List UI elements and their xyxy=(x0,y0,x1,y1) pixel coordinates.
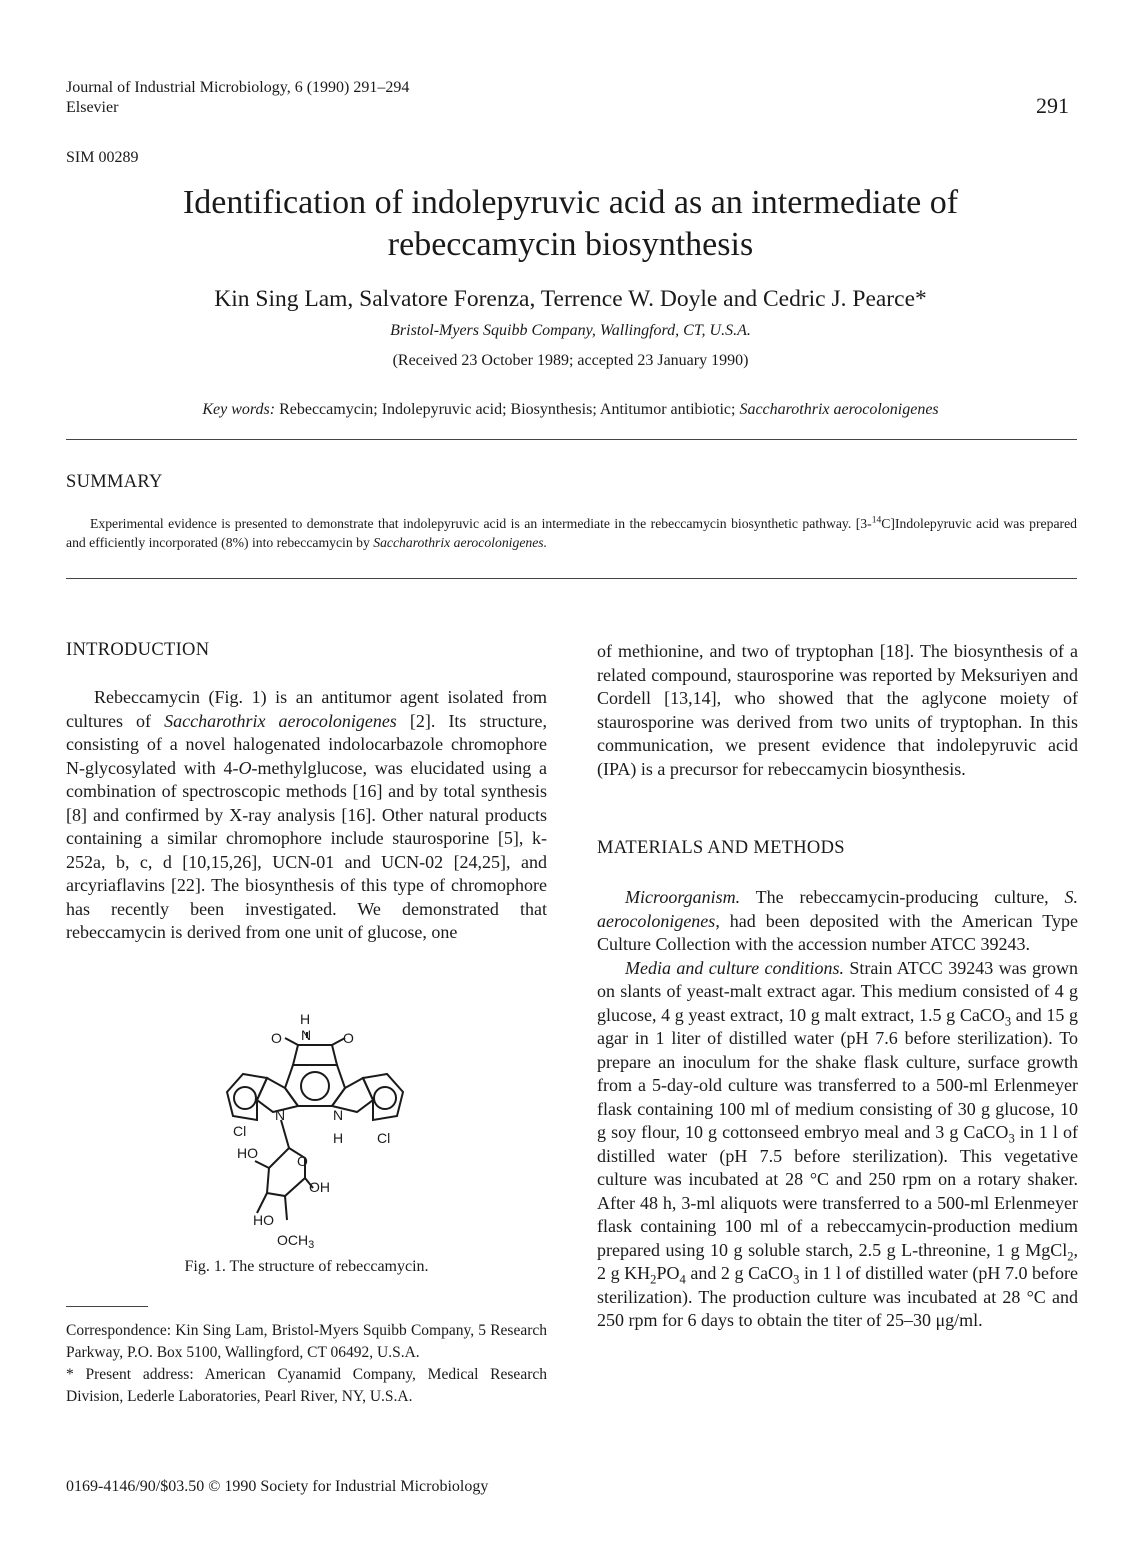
left-benzene-ring xyxy=(227,1074,267,1120)
label-h-top: H xyxy=(300,1011,311,1027)
authors: Kin Sing Lam, Salvatore Forenza, Terrence W. Doyle and Cedric J. Pearce* xyxy=(214,286,927,312)
label-o-ring: O xyxy=(297,1153,308,1169)
present-address-note: * Present address: American Cyanamid Company, Medical Research Division, Lederle Laboratories, Pearl River, NY, U.S.A. xyxy=(66,1366,547,1405)
microorganism-paragraph: Microorganism. The rebeccamycin-producing culture, S. aerocolonigenes, had been deposited with the American Type Culture Collection with the accession number ATCC 39243. xyxy=(597,887,1078,954)
label-h-nh: H xyxy=(333,1130,344,1146)
intro-o-italic: O xyxy=(238,757,252,778)
intro-text-b: [2]. Its structure, consisting of a novel halogenated indolocarbazole chromophore N-glycosylated with 4- xyxy=(66,710,547,778)
rebeccamycin-structure xyxy=(215,1008,415,1253)
received-dates: (Received 23 October 1989; accepted 23 January 1990) xyxy=(392,352,749,369)
footnote-rule xyxy=(66,1306,148,1307)
intro-text-a: Rebeccamycin (Fig. 1) is an antitumor agent isolated from cultures of xyxy=(66,687,547,731)
intro-continued xyxy=(597,640,1078,781)
methods-text xyxy=(597,886,1078,1333)
microorganism-label: Microorganism. xyxy=(625,887,741,907)
media-paragraph: Media and culture conditions. Strain ATCC 39243 was grown on slants of yeast-malt extract agar. This medium consisted of 4 g glucose, 4 g yeast extract, 10 g malt extract, 1.5 g CaCO$_3$ and 15 g agar in 1 liter of distilled water (pH 7.6 before sterilization). To prepare an inoculum for the shake flask culture, surface growth from a 5-day-old culture was transferred to a 500-ml Erlenmeyer flask containing 100 ml of medium consisting of 30 g glucose, 10 g soy flour, 10 g cottonseed embryo meal and 3 g CaCO$_3$ in 1 l of distilled water (pH 7.5 before sterilization). This vegetative culture was incubated at 28 °C and 250 rpm on a rotary shaker. After 48 h, 3-ml aliquots were transferred to a 500-ml Erlenmeyer flask containing 100 ml of a rebeccamycin-production medium prepared using 10 g soluble starch, 2.5 g L-threonine, 1 g MgCl$_2$, 2 g $KH_2PO_4$ and 2 g CaCO$_3$ in 1 l of distilled water (pH 7.0 before sterilization). The production culture was incubated at 28 °C and 250 rpm for 6 days to obtain the titer of 25–30 μg/ml. xyxy=(597,957,1079,1330)
keywords xyxy=(60,401,1081,419)
intro-paragraph xyxy=(66,686,547,945)
sim-id: SIM 00289 xyxy=(66,149,139,166)
intro-heading: INTRODUCTION xyxy=(66,640,210,660)
divider-bottom xyxy=(66,578,1077,579)
label-ho-bottom: HO xyxy=(253,1212,274,1228)
isotope-superscript: 14 xyxy=(871,514,882,526)
publisher: Elsevier xyxy=(66,99,119,116)
label-n-top: N xyxy=(301,1027,312,1043)
keywords-label: Key words: xyxy=(202,401,276,418)
label-och3: $OCH_3$ xyxy=(277,1232,315,1251)
keywords-terms: Rebeccamycin; Indolepyruvic acid; Biosynthesis; Antitumor antibiotic; xyxy=(279,401,736,418)
label-n-right: N xyxy=(333,1107,344,1123)
page-number: 291 xyxy=(1036,93,1069,118)
methods-heading: MATERIALS AND METHODS xyxy=(597,838,845,858)
title-line-1: Identification of indolepyruvic acid as an intermediate of xyxy=(182,184,959,221)
right-benzene-ring xyxy=(363,1074,403,1120)
affiliation: Bristol-Myers Squibb Company, Wallingford, CT, U.S.A. xyxy=(390,322,751,339)
label-cl-left: Cl xyxy=(233,1123,247,1139)
intro-organism: Saccharothrix aerocolonigenes xyxy=(164,710,397,731)
title-line-2: rebeccamycin biosynthesis xyxy=(387,226,754,263)
media-label: Media and culture conditions. xyxy=(625,957,844,978)
copyright-footer: 0169-4146/90/$03.50 © 1990 Society for Industrial Microbiology xyxy=(66,1478,489,1495)
intro-continued-text: of methionine, and two of tryptophan [18]. The biosynthesis of a related compound, staurosporine was reported by Meksuriyen and Cordell [13,14], who showed that the aglycone moiety of staurosporine was derived from two units of tryptophan. In this communication, we present evidence that indolepyruvic acid (IPA) is a precursor for rebeccamycin biosynthesis. xyxy=(597,641,1078,779)
label-o-left: O xyxy=(271,1030,282,1046)
label-o-right: O xyxy=(343,1030,354,1046)
summary-part-b: C]Indolepyruvic acid was prepared and efficiently incorporated (8%) into rebeccamycin by xyxy=(66,516,1077,550)
correspondence-note: Correspondence: Kin Sing Lam, Bristol-Myers Squibb Company, 5 Research Parkway, P.O. Box 5100, Wallingford, CT 06492, U.S.A. xyxy=(66,1322,547,1361)
summary-text xyxy=(66,514,1077,552)
label-cl-right: Cl xyxy=(377,1130,391,1146)
imide-ring xyxy=(293,1045,337,1065)
summary-heading: SUMMARY xyxy=(66,472,163,492)
label-oh: OH xyxy=(309,1179,330,1195)
label-ho-top: HO xyxy=(237,1145,258,1161)
divider-top xyxy=(66,439,1077,440)
intro-text-c: -methylglucose, was elucidated using a combination of spectroscopic methods [16] and by total synthesis [8] and confirmed by X-ray analysis [16]. Other natural products containing a similar chromophore include staurosporine [5], k-252a, b, c, d [10,15,26], UCN-01 and UCN-02 [24,25], and arcyriaflavins [22]. The biosynthesis of this type of chromophore has recently been investigated. We demonstrated that rebeccamycin is derived from one unit of glucose, one xyxy=(66,757,548,942)
keywords-organism: Saccharothrix aerocolonigenes xyxy=(739,401,939,418)
footnotes xyxy=(66,1320,547,1408)
label-n-left: N xyxy=(275,1107,286,1123)
journal-citation: Journal of Industrial Microbiology, 6 (1990) 291–294 xyxy=(66,79,410,96)
summary-part-a: Experimental evidence is presented to demonstrate that indolepyruvic acid is an intermediate in the rebeccamycin biosynthetic pathway. [3- xyxy=(90,516,872,531)
summary-organism: Saccharothrix aerocolonigenes. xyxy=(373,535,548,550)
figure-caption: Fig. 1. The structure of rebeccamycin. xyxy=(184,1258,429,1275)
